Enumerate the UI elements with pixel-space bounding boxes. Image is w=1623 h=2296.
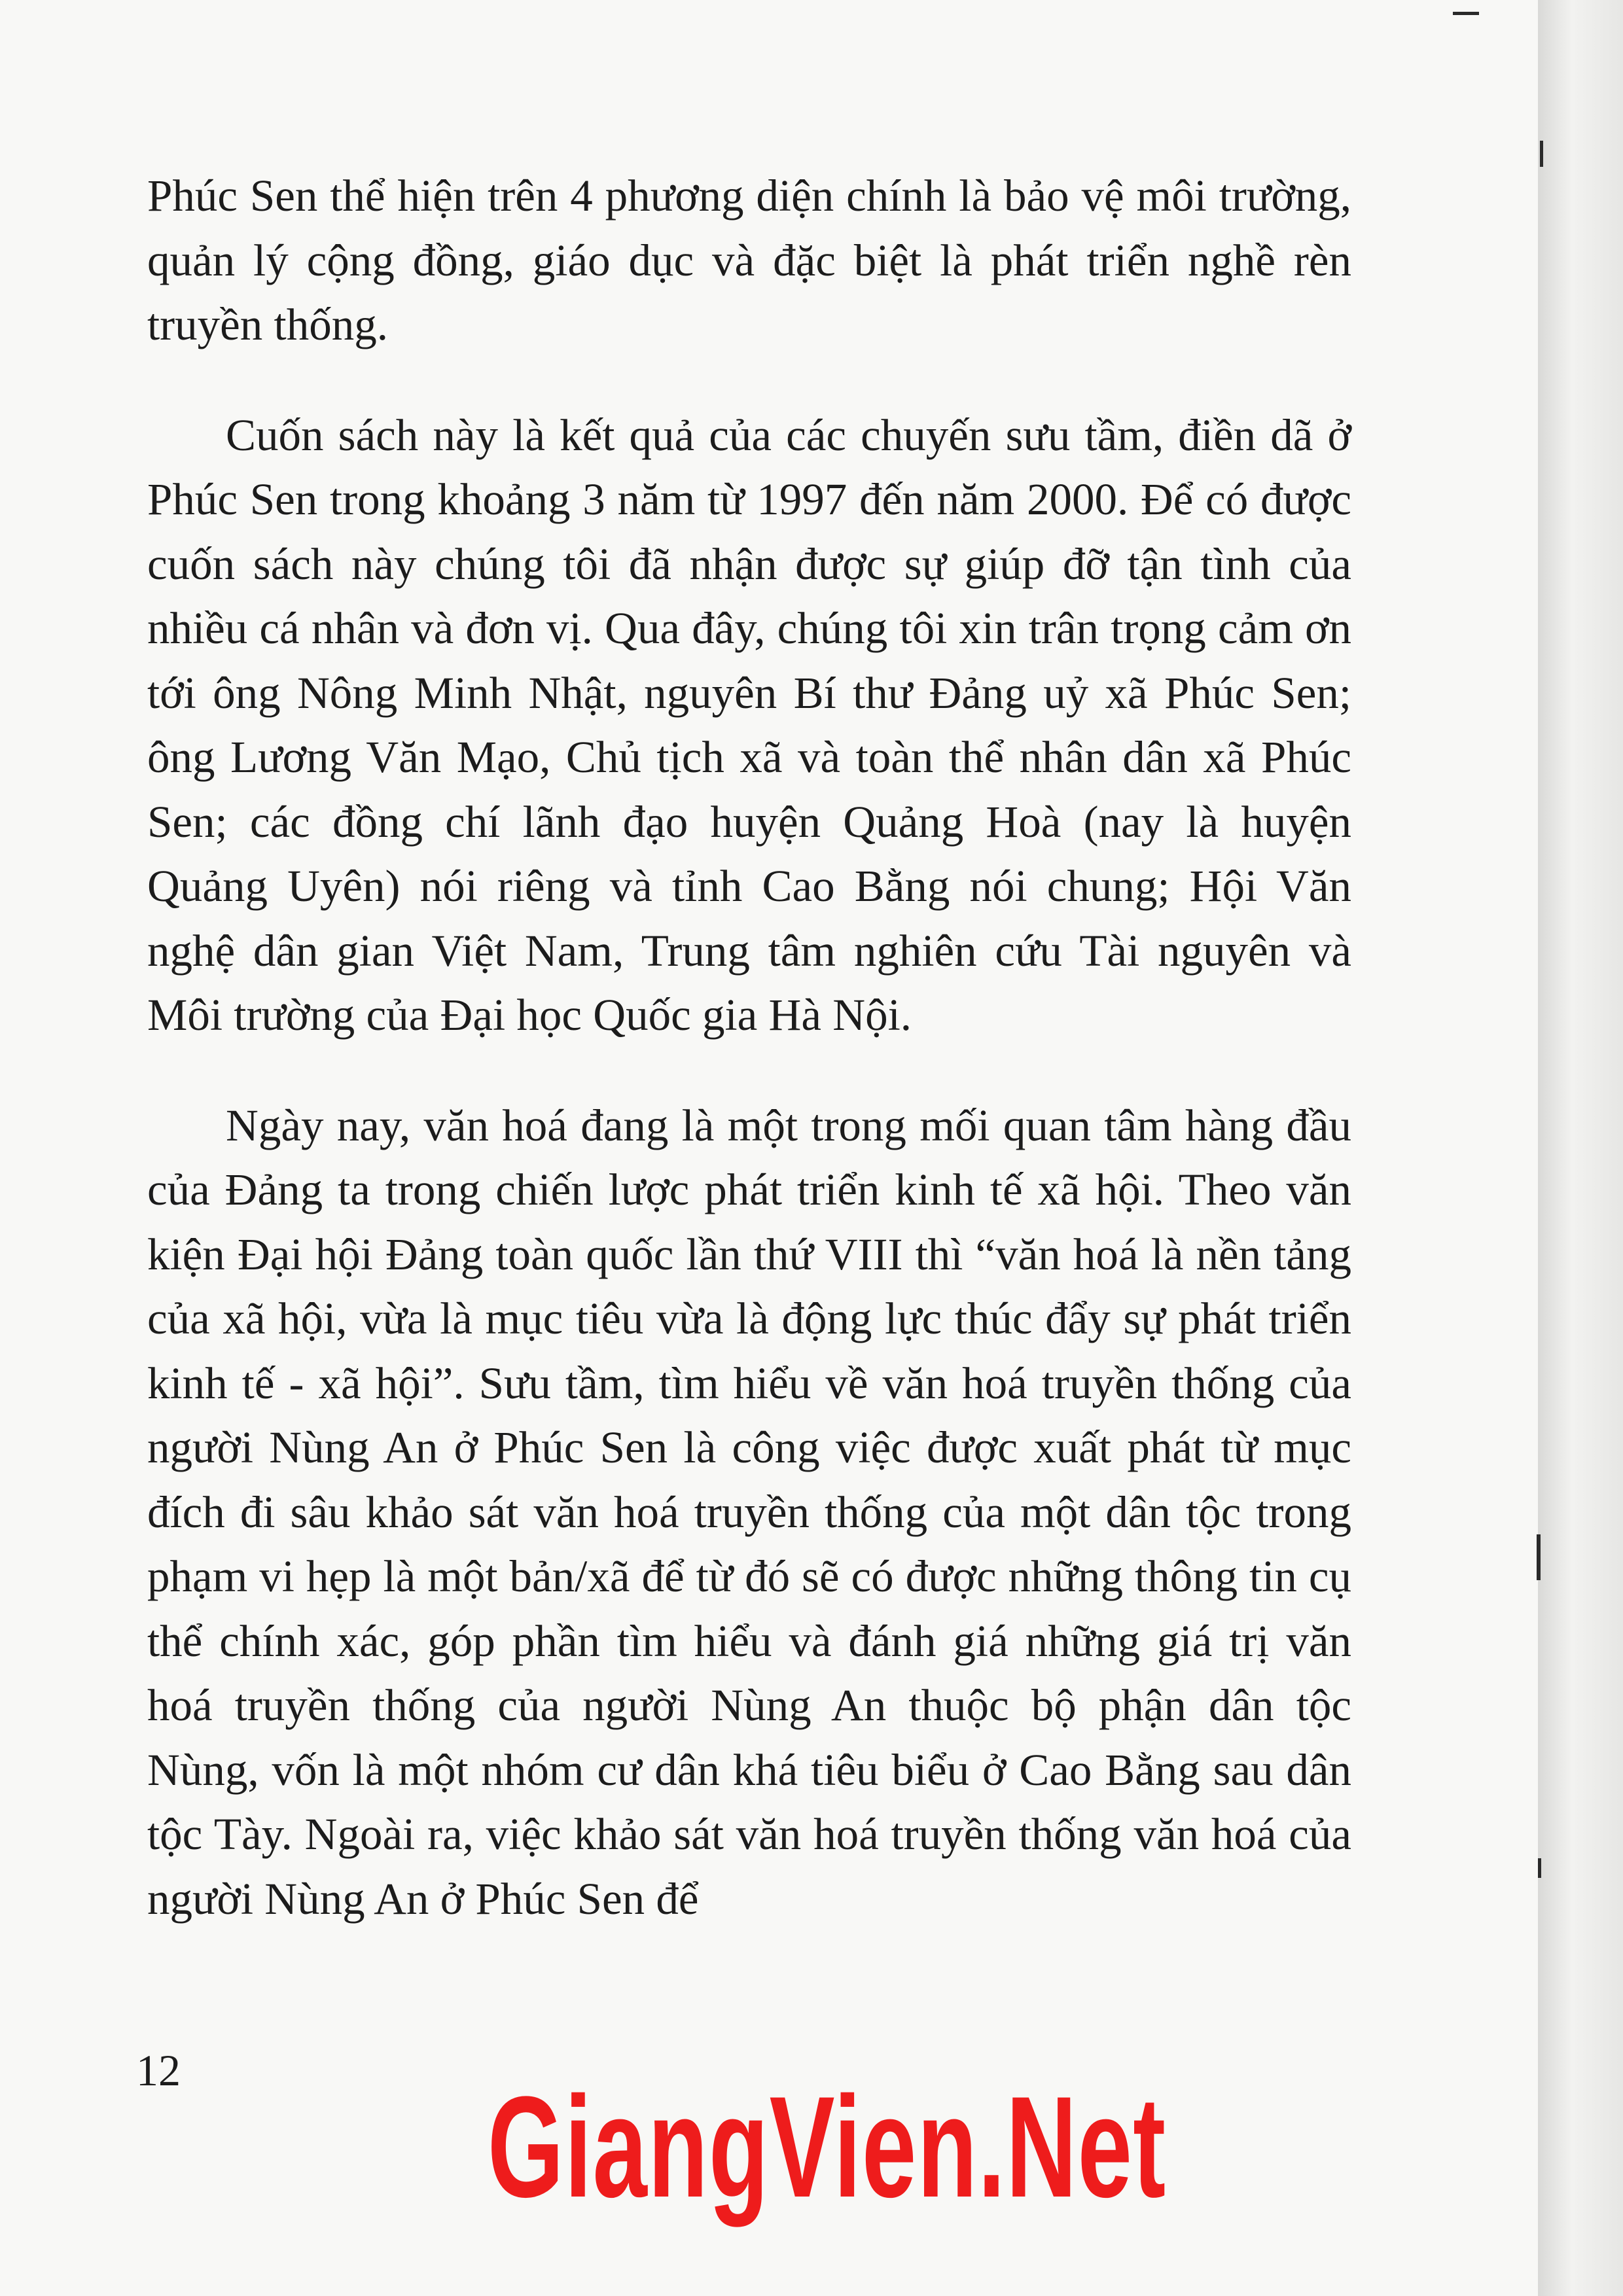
paragraph-3: Ngày nay, văn hoá đang là một trong mối quan tâm hàng đầu của Đảng ta trong chiến lược phát triển kinh tế xã hội. Theo văn kiện Đại hội Đảng toàn quốc lần thứ VIII thì “văn hoá là nền tảng của xã hội, vừa là mục tiêu vừa là động lực thúc đẩy sự phát triển kinh tế - xã hội”. Sưu tầm, tìm hiểu về văn hoá truyền thống của người Nùng An ở Phúc Sen là công việc được xuất phát từ mục đích đi sâu khảo sát văn hoá truyền thống của một dân tộc trong phạm vi hẹp là một bản/xã để từ đó sẽ có được những thông tin cụ thể chính xác, góp phần tìm hiểu và đánh giá những giá trị văn hoá truyền thống của người Nùng An thuộc bộ phận dân tộc Nùng, vốn là một nhóm cư dân khá tiêu biểu ở Cao Bằng sau dân tộc Tày. Ngoài ra, việc khảo sát văn hoá truyền thống văn hoá của người Nùng An ở Phúc Sen để	[147, 1100, 1351, 1924]
paragraph-2: Cuốn sách này là kết quả của các chuyến sưu tầm, điền dã ở Phúc Sen trong khoảng 3 năm từ 1997 đến năm 2000. Để có được cuốn sách này chúng tôi đã nhận được sự giúp đỡ tận tình của nhiều cá nhân và đơn vị. Qua đây, chúng tôi xin trân trọng cảm ơn tới ông Nông Minh Nhật, nguyên Bí thư Đảng uỷ xã Phúc Sen; ông Lương Văn Mạo, Chủ tịch xã và toàn thể nhân dân xã Phúc Sen; các đồng chí lãnh đạo huyện Quảng Hoà (nay là huyện Quảng Uyên) nói riêng và tỉnh Cao Bằng nói chung; Hội Văn nghệ dân gian Việt Nam, Trung tâm nghiên cứu Tài nguyên và Môi trường của Đại học Quốc gia Hà Nội.	[147, 410, 1351, 1040]
edge-mark	[1537, 1534, 1541, 1580]
paragraph-1: Phúc Sen thể hiện trên 4 phương diện chính là bảo vệ môi trường, quản lý cộng đồng, giáo dục và đặc biệt là phát triển nghề rèn truyền thống.	[147, 171, 1351, 349]
edge-mark	[1540, 141, 1543, 167]
edge-mark	[1453, 12, 1479, 15]
edge-mark	[1538, 1858, 1541, 1878]
page-edge-shadow	[1538, 0, 1623, 2296]
watermark-logo: GiangVien.Net	[488, 2066, 1167, 2227]
page-number: 12	[136, 2045, 181, 2095]
body-text	[147, 164, 1351, 1931]
